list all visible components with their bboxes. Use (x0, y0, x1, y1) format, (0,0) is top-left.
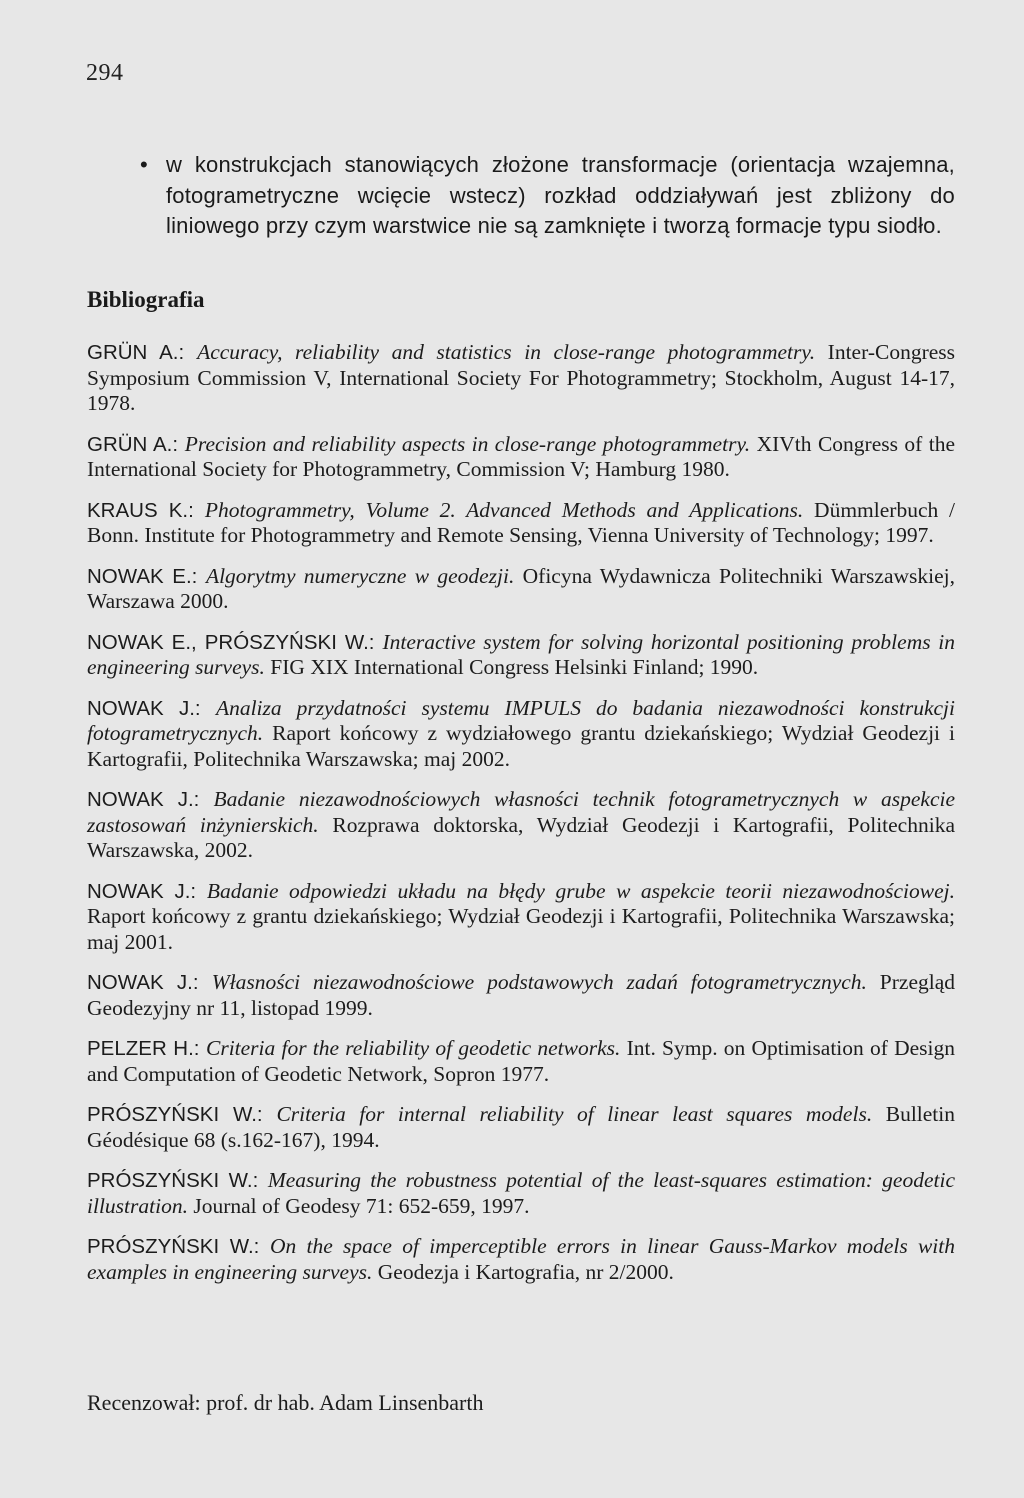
reviewer-note: Recenzował: prof. dr hab. Adam Linsenbarth (87, 1390, 484, 1415)
bibliography-entry (87, 1102, 955, 1153)
bibliography-entry (87, 696, 955, 773)
entry-title: Badanie odpowiedzi układu na błędy grube w aspekcie teorii niezawodnościowej. (206, 878, 956, 903)
entry-title: Accuracy, reliability and statistics in close-range photogrammetry. (197, 340, 816, 364)
bullet-text: w konstrukcjach stanowiących złożone transformacje (orientacja wzajemna, fotogrametryczne wcięcie wstecz) rozkład oddziaływań jest zbliżony do liniowego przy czym warstwice nie są zamknięte i tworzą formacje typu siodło. (166, 152, 955, 238)
entry-details: Inter-Congress Symposium Commission V, International Society For Photogrammetry; Stockholm, August 14-17, 1978. (87, 340, 956, 415)
entry-author: PELZER H.: (87, 1037, 206, 1060)
entry-title: Badanie niezawodnościowych własności technik fotogrametrycznych w aspekcie zastosowań inżynierskich. (87, 787, 956, 837)
entry-title: Własności niezawodnościowe podstawowych zadań fotogrametrycznych. (211, 970, 867, 994)
bibliography-entry (87, 630, 955, 681)
bibliography-entry (87, 564, 955, 615)
page-number: 294 (86, 60, 124, 86)
bibliography-entry (87, 1036, 955, 1087)
entry-author: NOWAK J.: (87, 879, 207, 903)
entry-author: PRÓSZYŃSKI W.: (87, 1235, 270, 1258)
bullet-paragraph (140, 150, 955, 242)
bibliography-entry (87, 970, 955, 1021)
entry-details: Bulletin Géodésique 68 (s.162-167), 1994. (87, 1102, 956, 1152)
entry-title: On the space of imperceptible errors in linear Gauss-Markov models with examples in engineering surveys. (87, 1234, 956, 1284)
entry-details: Rozprawa doktorska, Wydział Geodezji i Kartografii, Politechnika Warszawska, 2002. (87, 812, 955, 862)
entry-details: Dümmlerbuch / Bonn. Institute for Photogrammetry and Remote Sensing, Vienna University of Technology; 1997. (87, 497, 955, 547)
bibliography-list (87, 340, 955, 1300)
entry-title: Criteria for the reliability of geodetic networks. (205, 1036, 621, 1060)
entry-details: Przegląd Geodezyjny nr 11, listopad 1999. (87, 970, 956, 1020)
entry-title: Criteria for internal reliability of linear least squares models. (276, 1102, 873, 1126)
entry-title: Photogrammetry, Volume 2. Advanced Methods and Applications. (204, 497, 804, 522)
entry-title: Interactive system for solving horizontal positioning problems in engineering surveys. (87, 629, 955, 679)
entry-author: NOWAK E.: (87, 564, 206, 588)
entry-details: Int. Symp. on Optimisation of Design and Computation of Geodetic Network, Sopron 1977. (87, 1036, 955, 1086)
entry-details: FIG XIX International Congress Helsinki Finland; 1990. (264, 655, 759, 679)
entry-details: Raport końcowy z grantu dziekańskiego; Wydział Geodezji i Kartografii, Politechnika Warszawska; maj 2001. (87, 904, 955, 954)
bibliography-entry (87, 340, 955, 417)
bullet-icon: • (140, 152, 148, 177)
bibliography-entry (87, 498, 955, 549)
entry-author: KRAUS K.: (87, 498, 205, 522)
entry-author: PRÓSZYŃSKI W.: (87, 1103, 277, 1126)
entry-details: Raport końcowy z wydziałowego grantu dziekańskiego; Wydział Geodezji i Kartografii, Politechnika Warszawska; maj 2002. (87, 721, 955, 771)
entry-details: Geodezja i Kartografia, nr 2/2000. (372, 1259, 674, 1284)
bibliography-entry (87, 787, 955, 864)
entry-details: Journal of Geodesy 71: 652-659, 1997. (187, 1193, 530, 1218)
bibliography-entry (87, 1168, 955, 1219)
entry-author: PRÓSZYŃSKI W.: (87, 1169, 268, 1192)
entry-author: NOWAK E., PRÓSZYŃSKI W.: (87, 630, 383, 654)
bibliography-entry (87, 879, 955, 956)
entry-author: NOWAK J.: (87, 696, 216, 720)
entry-title: Measuring the robustness potential of the least-squares estimation: geodetic illustration. (87, 1168, 956, 1218)
entry-author: GRÜN A.: (87, 432, 185, 456)
entry-title: Precision and reliability aspects in close-range photogrammetry. (184, 431, 751, 456)
entry-author: GRÜN A.: (87, 341, 198, 364)
entry-author: NOWAK J.: (87, 971, 212, 994)
bibliography-entry (87, 432, 955, 483)
entry-title: Algorytmy numeryczne w geodezji. (205, 563, 515, 588)
entry-author: NOWAK J.: (87, 788, 214, 811)
entry-details: Oficyna Wydawnicza Politechniki Warszawskiej, Warszawa 2000. (87, 563, 955, 613)
entry-details: XIVth Congress of the International Society for Photogrammetry, Commission V; Hamburg 1980. (87, 431, 955, 481)
bibliography-entry (87, 1234, 955, 1285)
bibliography-heading: Bibliografia (87, 287, 205, 312)
entry-title: Analiza przydatności systemu IMPULS do badania niezawodności konstrukcji fotogrametrycznych. (87, 695, 956, 745)
